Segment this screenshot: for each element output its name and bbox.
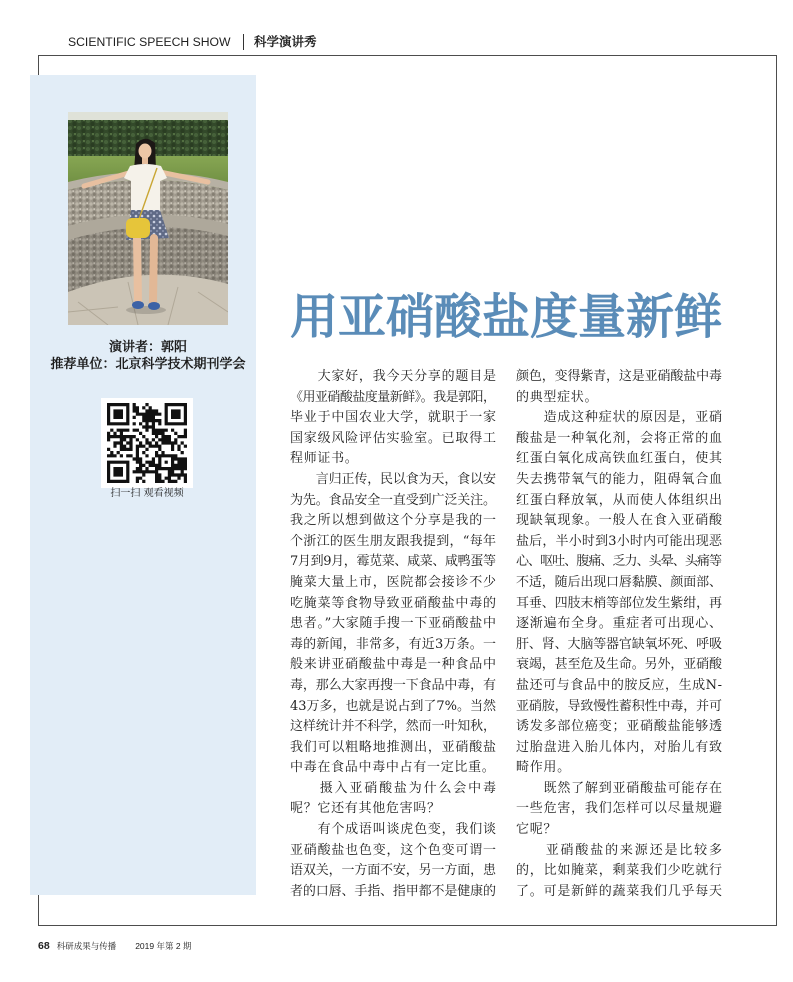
body-text: 为先。食品安全一直受到广泛关注。 — [290, 492, 496, 508]
yellow-bag — [126, 218, 150, 238]
section-title-en: SCIENTIFIC SPEECH SHOW — [68, 35, 231, 49]
body-text: 诱发多部位癌变；亚硝酸盐能够透 — [516, 719, 723, 735]
body-text-line — [516, 594, 722, 615]
qr-code-image — [101, 398, 193, 488]
body-text-line — [290, 799, 496, 820]
body-text: 国家级风险评估实验室。已取得工 — [290, 430, 497, 446]
body-text-line — [516, 491, 722, 512]
body-text: 患者。”大家随手搜一下亚硝酸盐中 — [290, 616, 497, 632]
body-text-line — [516, 655, 722, 676]
body-text-line — [516, 388, 722, 409]
body-text-line — [290, 594, 496, 615]
body-text: 的，比如腌菜，剩菜我们少吃就行 — [516, 863, 723, 879]
body-text-line — [516, 779, 722, 800]
body-text: 有个成语叫谈虎色变，我们谈 — [290, 822, 497, 838]
body-text: 亚硝胺，导致慢性蓄积性中毒，并可 — [516, 698, 722, 714]
body-text: 我之所以想到做这个分享是我的一 — [290, 513, 497, 529]
body-text: 了。可是新鲜的蔬菜我们几乎每天 — [516, 883, 723, 899]
body-text: 逐渐遍布全身。重症者可出现心、 — [516, 616, 723, 632]
video-qr-code — [101, 398, 193, 488]
body-text-line — [290, 614, 496, 635]
body-text: 一些危害，我们怎样可以尽量规避 — [516, 801, 723, 817]
body-text-line — [516, 799, 722, 820]
page-number: 68 — [38, 940, 50, 952]
body-column-left — [290, 367, 496, 902]
body-text-line — [290, 738, 496, 759]
body-text-line — [290, 470, 496, 491]
page-footer — [38, 940, 191, 954]
body-column-right — [516, 367, 722, 902]
body-text-line — [290, 511, 496, 532]
body-text: 酸盐是一种氧化剂，会将正常的血 — [516, 430, 723, 446]
body-text-line — [290, 367, 496, 388]
body-text: 者的口唇、手指、指甲都不是健康的 — [290, 883, 496, 899]
recommending-unit: 推荐单位：北京科学技术期刊学会 — [50, 357, 246, 372]
body-text: 耳垂、四肢末梢等部位发生紫绀，再 — [516, 595, 722, 611]
body-text: 毒的新闻，非常多，有近3万条。一 — [290, 636, 497, 652]
body-text: 毕业于中国农业大学，就职于一家 — [290, 410, 497, 426]
body-text-line — [516, 470, 722, 491]
body-text-line — [290, 882, 496, 903]
photo-feet-shadow — [126, 306, 166, 314]
speaker-face — [139, 144, 152, 159]
body-text-line — [516, 635, 722, 656]
body-text-line — [516, 841, 722, 862]
body-text: 心、呕吐、腹痛、乏力、头晕、头痛等 — [516, 554, 722, 570]
body-text: 衰竭，甚至危及生命。另外，亚硝酸 — [516, 657, 722, 673]
body-text: 呢？它还有其他危害吗？ — [290, 801, 441, 817]
body-text: 造成这种症状的原因是，亚硝 — [516, 410, 723, 426]
body-text-line — [290, 841, 496, 862]
section-title-zh: 科学演讲秀 — [254, 34, 317, 49]
body-text: 现缺氧现象。一般人在食入亚硝酸 — [516, 513, 723, 529]
body-text-line — [290, 861, 496, 882]
body-text: 中毒在食品中毒中占有一定比重。 — [290, 760, 496, 776]
body-text-line — [516, 820, 722, 841]
body-text: 盐还可与食品中的胺反应，生成N- — [516, 677, 723, 693]
body-text: 颜色，变得紫青，这是亚硝酸盐中毒 — [516, 369, 722, 384]
body-text-line — [290, 697, 496, 718]
body-text: 既然了解到亚硝酸盐可能存在 — [516, 780, 723, 796]
speaker-left-leg — [137, 238, 138, 301]
body-text: 《用亚硝酸盐度量新鲜》。我是郭阳， — [290, 389, 496, 405]
article-title — [290, 289, 722, 345]
body-text-line — [516, 738, 722, 759]
body-text: 个浙江的医生朋友跟我提到，“每年 — [290, 533, 497, 549]
body-text: 的典型症状。 — [516, 389, 599, 405]
body-text: 亚硝酸盐的来源还是比较多 — [516, 842, 724, 858]
body-text: 言归正传，民以食为天，食以安 — [290, 471, 496, 487]
body-text-line — [516, 614, 722, 635]
speaker-left-shoe — [132, 301, 144, 309]
speaker-name: 演讲者：郭阳 — [108, 340, 187, 355]
body-text-line — [516, 758, 722, 779]
body-text: 肝、肾、大脑等器官缺氧坏死、呼吸 — [516, 636, 722, 652]
body-text-line — [516, 882, 722, 903]
body-text-line — [290, 408, 496, 429]
body-text-line — [516, 367, 722, 388]
qr-code-pattern — [107, 403, 187, 483]
body-text-line — [290, 449, 496, 470]
body-text-line — [290, 429, 496, 450]
body-text: 43万多，也就是说占到了7%。当然 — [290, 698, 496, 714]
body-text-line — [290, 532, 496, 553]
body-text: 腌菜大量上市，医院都会接诊不少 — [290, 574, 497, 590]
article-title-text: 用亚硝酸盐度量新鲜 — [290, 289, 722, 345]
body-text-line — [516, 532, 722, 553]
body-text: 失去携带氧气的能力，阻碍氧合血 — [516, 471, 723, 487]
body-text-line — [290, 758, 496, 779]
body-text: 它呢？ — [516, 822, 558, 838]
body-text-line — [290, 552, 496, 573]
body-text-line — [290, 655, 496, 676]
body-text-line — [290, 779, 496, 800]
body-text: 盐后，半小时到3小时内可能出现恶 — [516, 533, 723, 549]
body-text-line — [290, 676, 496, 697]
body-text: 般来讲亚硝酸盐中毒是一种食品中 — [290, 657, 497, 673]
qr-caption: 扫一扫 观看视频 — [110, 488, 184, 499]
speaker-right-shoe — [148, 302, 160, 310]
journal-name: 科研成果与传播 — [56, 941, 117, 951]
body-text-line — [516, 861, 722, 882]
issue-number: 2019 年第 2 期 — [135, 941, 192, 951]
body-text-line — [516, 429, 722, 450]
body-text: 程师证书。 — [290, 451, 359, 467]
body-text: 红蛋白释放氧，从而使人体组织出 — [516, 492, 723, 508]
speaker-photo-image — [68, 112, 228, 325]
body-text: 畸作用。 — [516, 760, 571, 776]
header-divider — [243, 34, 244, 50]
body-text: 摄入亚硝酸盐为什么会中毒 — [290, 780, 498, 796]
body-text-line — [516, 573, 722, 594]
body-text: 过胎盘进入胎儿体内，对胎儿有致 — [516, 739, 723, 755]
speaker-photo — [68, 112, 228, 325]
body-text: 亚硝酸盐也色变，这个色变可谓一 — [290, 842, 497, 858]
body-text-line — [290, 635, 496, 656]
body-text-line — [290, 717, 496, 738]
body-text: 不适，随后出现口唇黏膜、颜面部、 — [516, 574, 722, 590]
body-text-line — [516, 676, 722, 697]
body-text: 大家好，我今天分享的题目是 — [290, 369, 497, 384]
body-text: 语双关，一方面不安，另一方面，患 — [290, 863, 496, 879]
body-text-line — [516, 717, 722, 738]
body-text-line — [290, 820, 496, 841]
body-text: 红蛋白氧化成高铁血红蛋白，使其 — [516, 451, 723, 467]
body-text-line — [290, 491, 496, 512]
body-text: 这样统计并不科学，然而一叶知秋， — [290, 719, 496, 735]
body-text-line — [516, 697, 722, 718]
body-text: 7月到9月，霉苋菜、咸菜、咸鸭蛋等 — [290, 554, 496, 570]
speaker-right-leg — [153, 238, 154, 302]
body-text-line — [516, 511, 722, 532]
body-text-line — [290, 388, 496, 409]
body-text-line — [516, 552, 722, 573]
speaker-caption — [40, 339, 256, 373]
body-text-line — [290, 573, 496, 594]
body-text: 我们可以粗略地推测出，亚硝酸盐 — [290, 739, 497, 755]
body-text: 吃腌菜等食物导致亚硝酸盐中毒的 — [290, 595, 497, 611]
body-text-line — [516, 408, 722, 429]
body-text-line — [516, 449, 722, 470]
body-text: 毒，那么大家再搜一下食品中毒，有 — [290, 677, 496, 693]
